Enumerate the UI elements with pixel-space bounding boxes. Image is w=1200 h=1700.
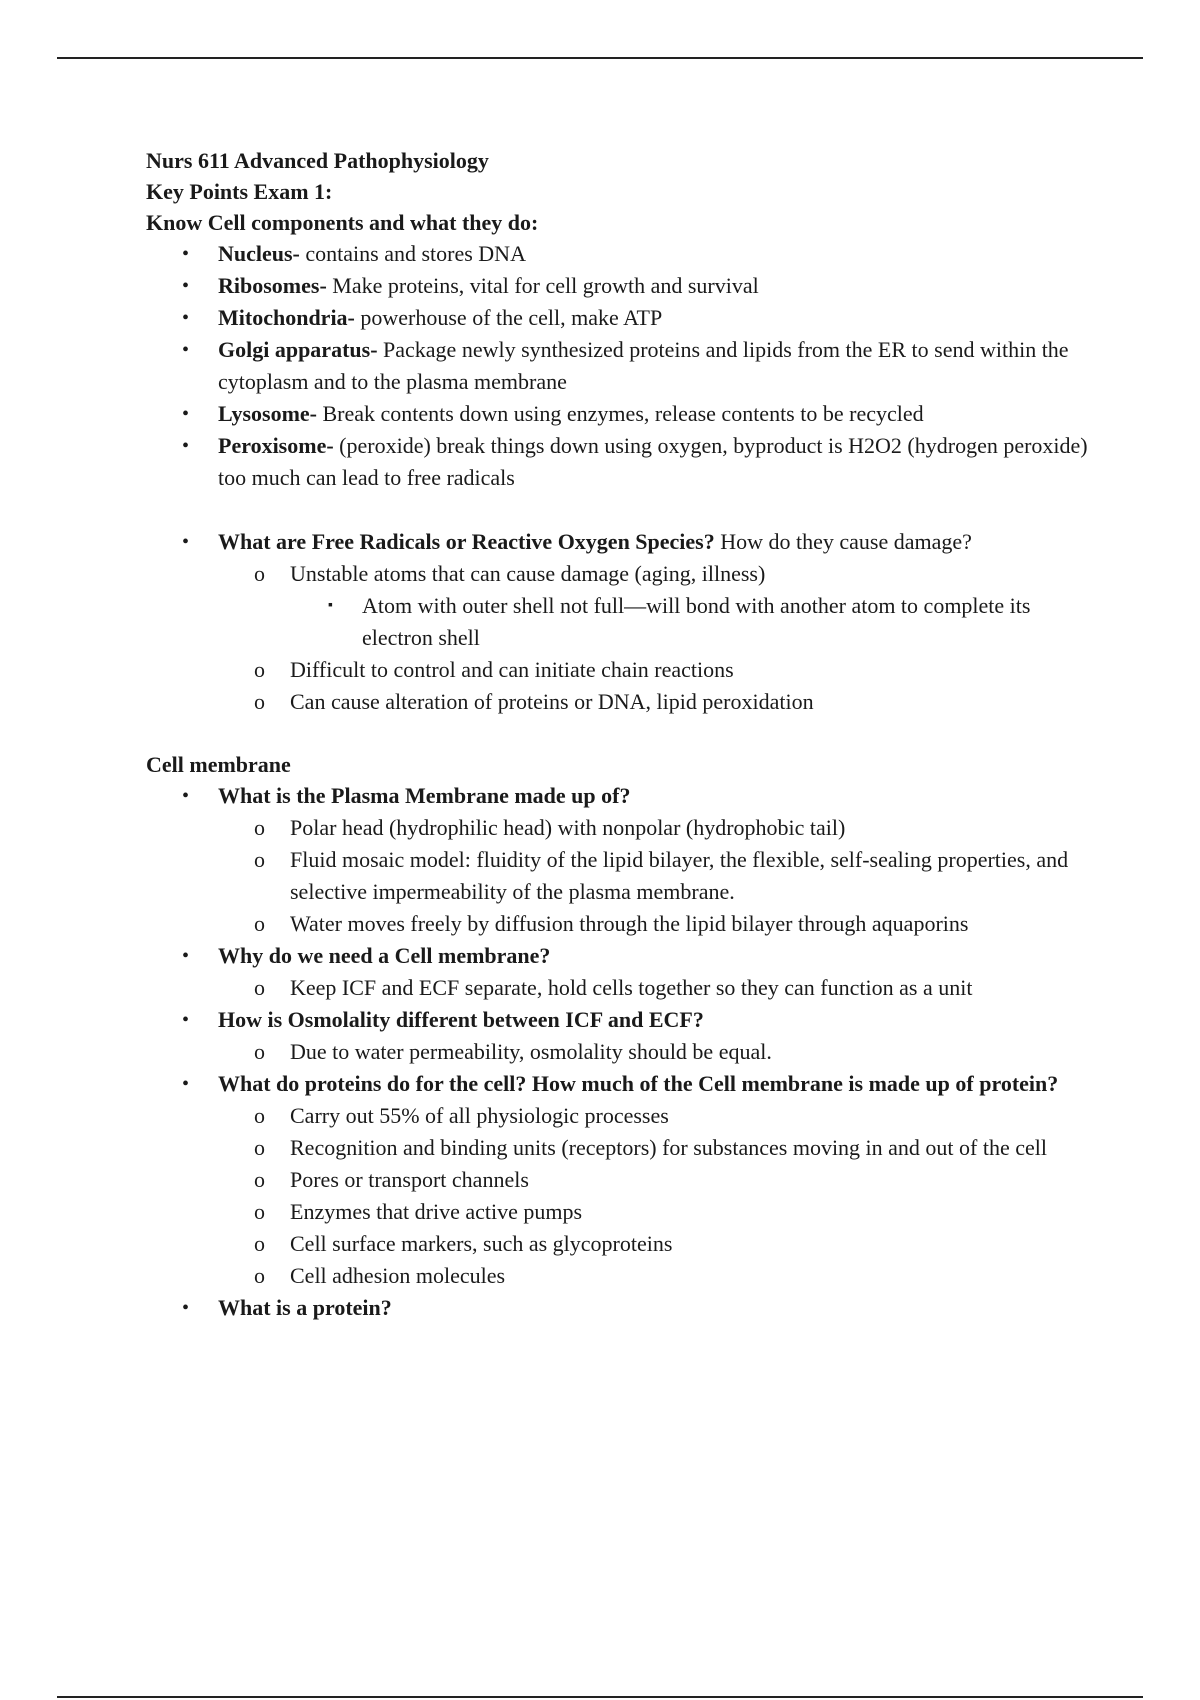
sub-list-item (146, 654, 1096, 686)
circle-bullet-icon: o (254, 847, 265, 872)
sub-list-item (146, 1196, 1096, 1228)
circle-bullet-icon: o (254, 1103, 265, 1128)
section-heading-cell-membrane: Cell membrane (146, 752, 291, 777)
sub-list-item (146, 844, 1096, 908)
description: Make proteins, vital for cell growth and survival (326, 273, 759, 298)
sub-item-text: Cell surface markers, such as glycoproteins (290, 1231, 673, 1256)
cell-components-list (146, 238, 1096, 718)
circle-bullet-icon: o (254, 561, 265, 586)
list-item (146, 270, 1096, 302)
sub-list-item (146, 1164, 1096, 1196)
question: What is the Plasma Membrane made up of? (218, 783, 631, 808)
sub-item-text: Cell adhesion molecules (290, 1263, 506, 1288)
free-radicals-subsublist (146, 590, 1096, 654)
term: Lysosome- (218, 401, 317, 426)
bullet-icon: • (182, 339, 190, 361)
term: Peroxisome- (218, 433, 334, 458)
sub-item-text: Can cause alteration of proteins or DNA, lipid peroxidation (290, 689, 814, 714)
sub-item-text: Enzymes that drive active pumps (290, 1199, 583, 1224)
description: powerhouse of the cell, make ATP (354, 305, 663, 330)
list-item (146, 1292, 1096, 1324)
list-item (146, 1068, 1096, 1292)
sublist (146, 972, 1096, 1004)
bullet-icon: • (182, 531, 190, 553)
description: Package newly synthesized proteins and lipids from the ER to send within the cytoplasm and to the plasma membrane (218, 337, 1069, 394)
free-radicals-sublist (146, 558, 1096, 718)
sub-list-item (146, 1228, 1096, 1260)
bullet-icon: • (182, 435, 190, 457)
circle-bullet-icon: o (254, 1135, 265, 1160)
sub-list-item (146, 812, 1096, 844)
cell-membrane-list (146, 780, 1096, 1324)
list-item (146, 302, 1096, 334)
bullet-icon: • (182, 945, 190, 967)
sub-item-text: Difficult to control and can initiate chain reactions (290, 657, 734, 682)
sub-sub-list-item (146, 590, 1096, 654)
question: What is a protein? (218, 1295, 392, 1320)
spacer (146, 494, 1096, 526)
question: What do proteins do for the cell? How much of the Cell membrane is made up of protein? (218, 1071, 1059, 1096)
question: Why do we need a Cell membrane? (218, 943, 551, 968)
term: Ribosomes- (218, 273, 327, 298)
sub-item-text: Pores or transport channels (290, 1167, 529, 1192)
list-item (146, 238, 1096, 270)
circle-bullet-icon: o (254, 1199, 265, 1224)
description: Break contents down using enzymes, release contents to be recycled (317, 401, 924, 426)
document-subtitle: Key Points Exam 1: (146, 179, 333, 204)
bullet-icon: • (182, 1297, 190, 1319)
sub-list-item (146, 558, 1096, 654)
square-bullet-icon: ▪ (328, 598, 333, 613)
sub-item-text: Polar head (hydrophilic head) with nonpolar (hydrophobic tail) (290, 815, 846, 840)
circle-bullet-icon: o (254, 657, 265, 682)
bullet-icon: • (182, 1009, 190, 1031)
sub-item-text: Water moves freely by diffusion through the lipid bilayer through aquaporins (290, 911, 969, 936)
sub-sub-item-text: Atom with outer shell not full—will bond with another atom to complete its electron shell (362, 593, 1031, 650)
description: (peroxide) break things down using oxygen, byproduct is H2O2 (hydrogen peroxide) too much can lead to free radicals (218, 433, 1088, 490)
circle-bullet-icon: o (254, 1039, 265, 1064)
list-item (146, 334, 1096, 398)
sub-item-text: Due to water permeability, osmolality should be equal. (290, 1039, 772, 1064)
sublist (146, 1036, 1096, 1068)
sub-item-text: Unstable atoms that can cause damage (aging, illness) (290, 561, 766, 586)
bullet-icon: • (182, 243, 190, 265)
sub-list-item (146, 686, 1096, 718)
term: Golgi apparatus- (218, 337, 378, 362)
sub-list-item (146, 908, 1096, 940)
sub-list-item (146, 972, 1096, 1004)
footer-rule (57, 1696, 1143, 1698)
circle-bullet-icon: o (254, 975, 265, 1000)
header-rule (57, 57, 1143, 59)
circle-bullet-icon: o (254, 1231, 265, 1256)
document-title: Nurs 611 Advanced Pathophysiology (146, 148, 489, 173)
sublist (146, 812, 1096, 940)
circle-bullet-icon: o (254, 1263, 265, 1288)
list-item (146, 430, 1096, 494)
section-heading-cell-components: Know Cell components and what they do: (146, 210, 539, 235)
bullet-icon: • (182, 307, 190, 329)
bullet-icon: • (182, 403, 190, 425)
sub-list-item (146, 1036, 1096, 1068)
question-rest: How do they cause damage? (714, 529, 972, 554)
circle-bullet-icon: o (254, 1167, 265, 1192)
circle-bullet-icon: o (254, 815, 265, 840)
sub-list-item (146, 1132, 1096, 1164)
bullet-icon: • (182, 785, 190, 807)
sub-item-text: Keep ICF and ECF separate, hold cells together so they can function as a unit (290, 975, 973, 1000)
term: Nucleus- (218, 241, 300, 266)
list-item (146, 780, 1096, 940)
list-item (146, 398, 1096, 430)
list-item-free-radicals (146, 526, 1096, 718)
sublist (146, 1100, 1096, 1292)
sub-item-text: Fluid mosaic model: fluidity of the lipid bilayer, the flexible, self-sealing properties, and selective impermeability of the plasma membrane. (290, 847, 1069, 904)
circle-bullet-icon: o (254, 689, 265, 714)
list-item (146, 1004, 1096, 1068)
question: How is Osmolality different between ICF and ECF? (218, 1007, 704, 1032)
sub-list-item (146, 1260, 1096, 1292)
bullet-icon: • (182, 1073, 190, 1095)
list-item (146, 940, 1096, 1004)
question: What are Free Radicals or Reactive Oxygen Species? (218, 529, 715, 554)
circle-bullet-icon: o (254, 911, 265, 936)
term: Mitochondria- (218, 305, 355, 330)
sub-item-text: Carry out 55% of all physiologic processes (290, 1103, 669, 1128)
document-body (146, 145, 1096, 1324)
sub-item-text: Recognition and binding units (receptors) for substances moving in and out of the cell (290, 1135, 1048, 1160)
description: contains and stores DNA (299, 241, 526, 266)
bullet-icon: • (182, 275, 190, 297)
sub-list-item (146, 1100, 1096, 1132)
